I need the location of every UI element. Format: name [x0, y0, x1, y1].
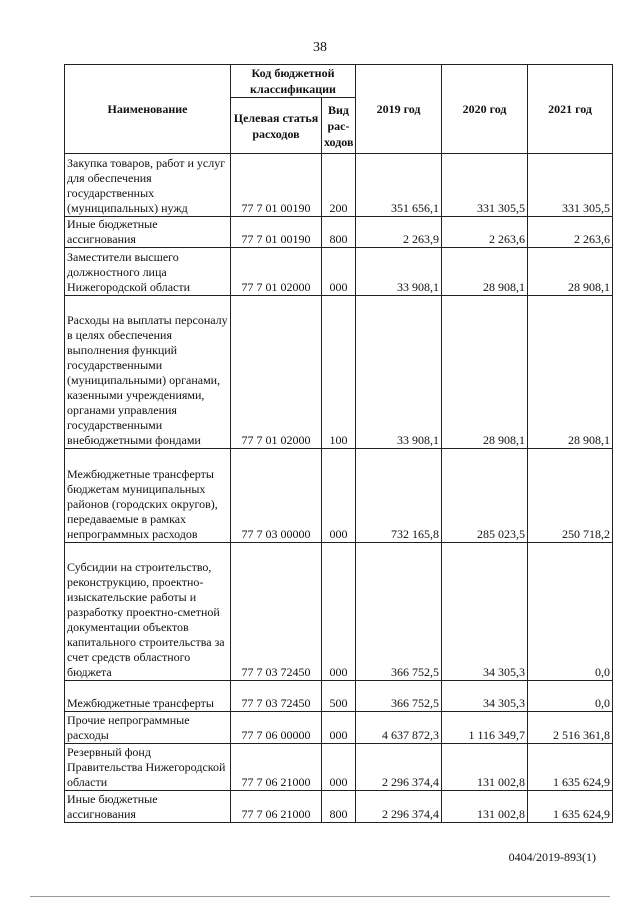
table-row [65, 712, 613, 744]
header-2021: 2021 год [528, 65, 613, 154]
row-value-2019: 4 637 872,3 [356, 712, 442, 744]
document-number: 0404/2019-893(1) [508, 850, 596, 864]
row-value-2021: 2 516 361,8 [528, 712, 613, 744]
table-body [65, 154, 613, 823]
row-value-2020: 285 023,5 [442, 449, 528, 543]
row-value-2020: 2 263,6 [442, 217, 528, 248]
table-header [65, 65, 613, 154]
table-row [65, 217, 613, 248]
row-target-code: 77 7 01 02000 [231, 248, 322, 296]
row-value-2019: 366 752,5 [356, 543, 442, 681]
row-name: Межбюджетные трансферты бюджетам муниципальных районов (городских округов), передаваемые в рамках непрограммных расходов [65, 449, 231, 543]
row-expense-type: 200 [322, 154, 356, 217]
row-name: Иные бюджетные ассигнования [65, 791, 231, 823]
row-value-2021: 250 718,2 [528, 449, 613, 543]
row-target-code: 77 7 03 72450 [231, 681, 322, 712]
row-target-code: 77 7 06 21000 [231, 791, 322, 823]
row-value-2021: 28 908,1 [528, 248, 613, 296]
row-value-2019: 732 165,8 [356, 449, 442, 543]
header-name: Наименование [65, 65, 231, 154]
row-target-code: 77 7 06 21000 [231, 744, 322, 791]
row-expense-type: 100 [322, 296, 356, 449]
row-expense-type: 800 [322, 217, 356, 248]
row-target-code: 77 7 01 00190 [231, 217, 322, 248]
row-value-2019: 2 296 374,4 [356, 791, 442, 823]
row-value-2020: 131 002,8 [442, 744, 528, 791]
row-target-code: 77 7 01 02000 [231, 296, 322, 449]
row-expense-type: 000 [322, 744, 356, 791]
table-row [65, 791, 613, 823]
row-value-2019: 351 656,1 [356, 154, 442, 217]
row-value-2019: 2 296 374,4 [356, 744, 442, 791]
row-value-2019: 2 263,9 [356, 217, 442, 248]
row-value-2021: 28 908,1 [528, 296, 613, 449]
row-name: Прочие непрограммные расходы [65, 712, 231, 744]
header-2019: 2019 год [356, 65, 442, 154]
table-row [65, 681, 613, 712]
row-name: Расходы на выплаты персоналу в целях обеспечения выполнения функций государственными (муниципальными) органами, казенными учреждениями, органами управления государственными внебюджетными фондами [65, 296, 231, 449]
page-number: 38 [313, 40, 327, 55]
row-expense-type: 500 [322, 681, 356, 712]
row-value-2020: 34 305,3 [442, 681, 528, 712]
row-name: Заместители высшего должностного лица Нижегородской области [65, 248, 231, 296]
table-row [65, 154, 613, 217]
row-value-2020: 28 908,1 [442, 296, 528, 449]
row-value-2021: 1 635 624,9 [528, 744, 613, 791]
row-value-2020: 1 116 349,7 [442, 712, 528, 744]
row-target-code: 77 7 03 72450 [231, 543, 322, 681]
row-name: Иные бюджетные ассигнования [65, 217, 231, 248]
row-target-code: 77 7 01 00190 [231, 154, 322, 217]
page-bottom-divider [30, 896, 610, 897]
table-row [65, 744, 613, 791]
row-value-2021: 0,0 [528, 681, 613, 712]
header-expense-type: Вид рас-ходов [322, 98, 356, 154]
table-row [65, 296, 613, 449]
row-value-2020: 331 305,5 [442, 154, 528, 217]
header-2020: 2020 год [442, 65, 528, 154]
row-value-2019: 33 908,1 [356, 248, 442, 296]
table-row [65, 543, 613, 681]
row-value-2021: 1 635 624,9 [528, 791, 613, 823]
row-value-2021: 331 305,5 [528, 154, 613, 217]
row-value-2020: 28 908,1 [442, 248, 528, 296]
row-value-2021: 0,0 [528, 543, 613, 681]
header-target-article: Целевая статья расходов [231, 98, 322, 154]
row-name: Закупка товаров, работ и услуг для обеспечения государственных (муниципальных) нужд [65, 154, 231, 217]
row-value-2021: 2 263,6 [528, 217, 613, 248]
row-target-code: 77 7 03 00000 [231, 449, 322, 543]
header-code-group: Код бюджетной классификации [231, 65, 356, 98]
row-expense-type: 800 [322, 791, 356, 823]
row-value-2020: 34 305,3 [442, 543, 528, 681]
budget-table [64, 64, 613, 823]
row-value-2019: 33 908,1 [356, 296, 442, 449]
row-name: Резервный фонд Правительства Нижегородской области [65, 744, 231, 791]
table-row [65, 248, 613, 296]
row-expense-type: 000 [322, 543, 356, 681]
row-expense-type: 000 [322, 449, 356, 543]
row-expense-type: 000 [322, 248, 356, 296]
row-expense-type: 000 [322, 712, 356, 744]
row-target-code: 77 7 06 00000 [231, 712, 322, 744]
row-value-2020: 131 002,8 [442, 791, 528, 823]
row-value-2019: 366 752,5 [356, 681, 442, 712]
row-name: Субсидии на строительство, реконструкцию, проектно-изыскательские работы и разработку проектно-сметной документации объектов капитального строительства за счет средств областного бюджета [65, 543, 231, 681]
row-name: Межбюджетные трансферты [65, 681, 231, 712]
table-row [65, 449, 613, 543]
